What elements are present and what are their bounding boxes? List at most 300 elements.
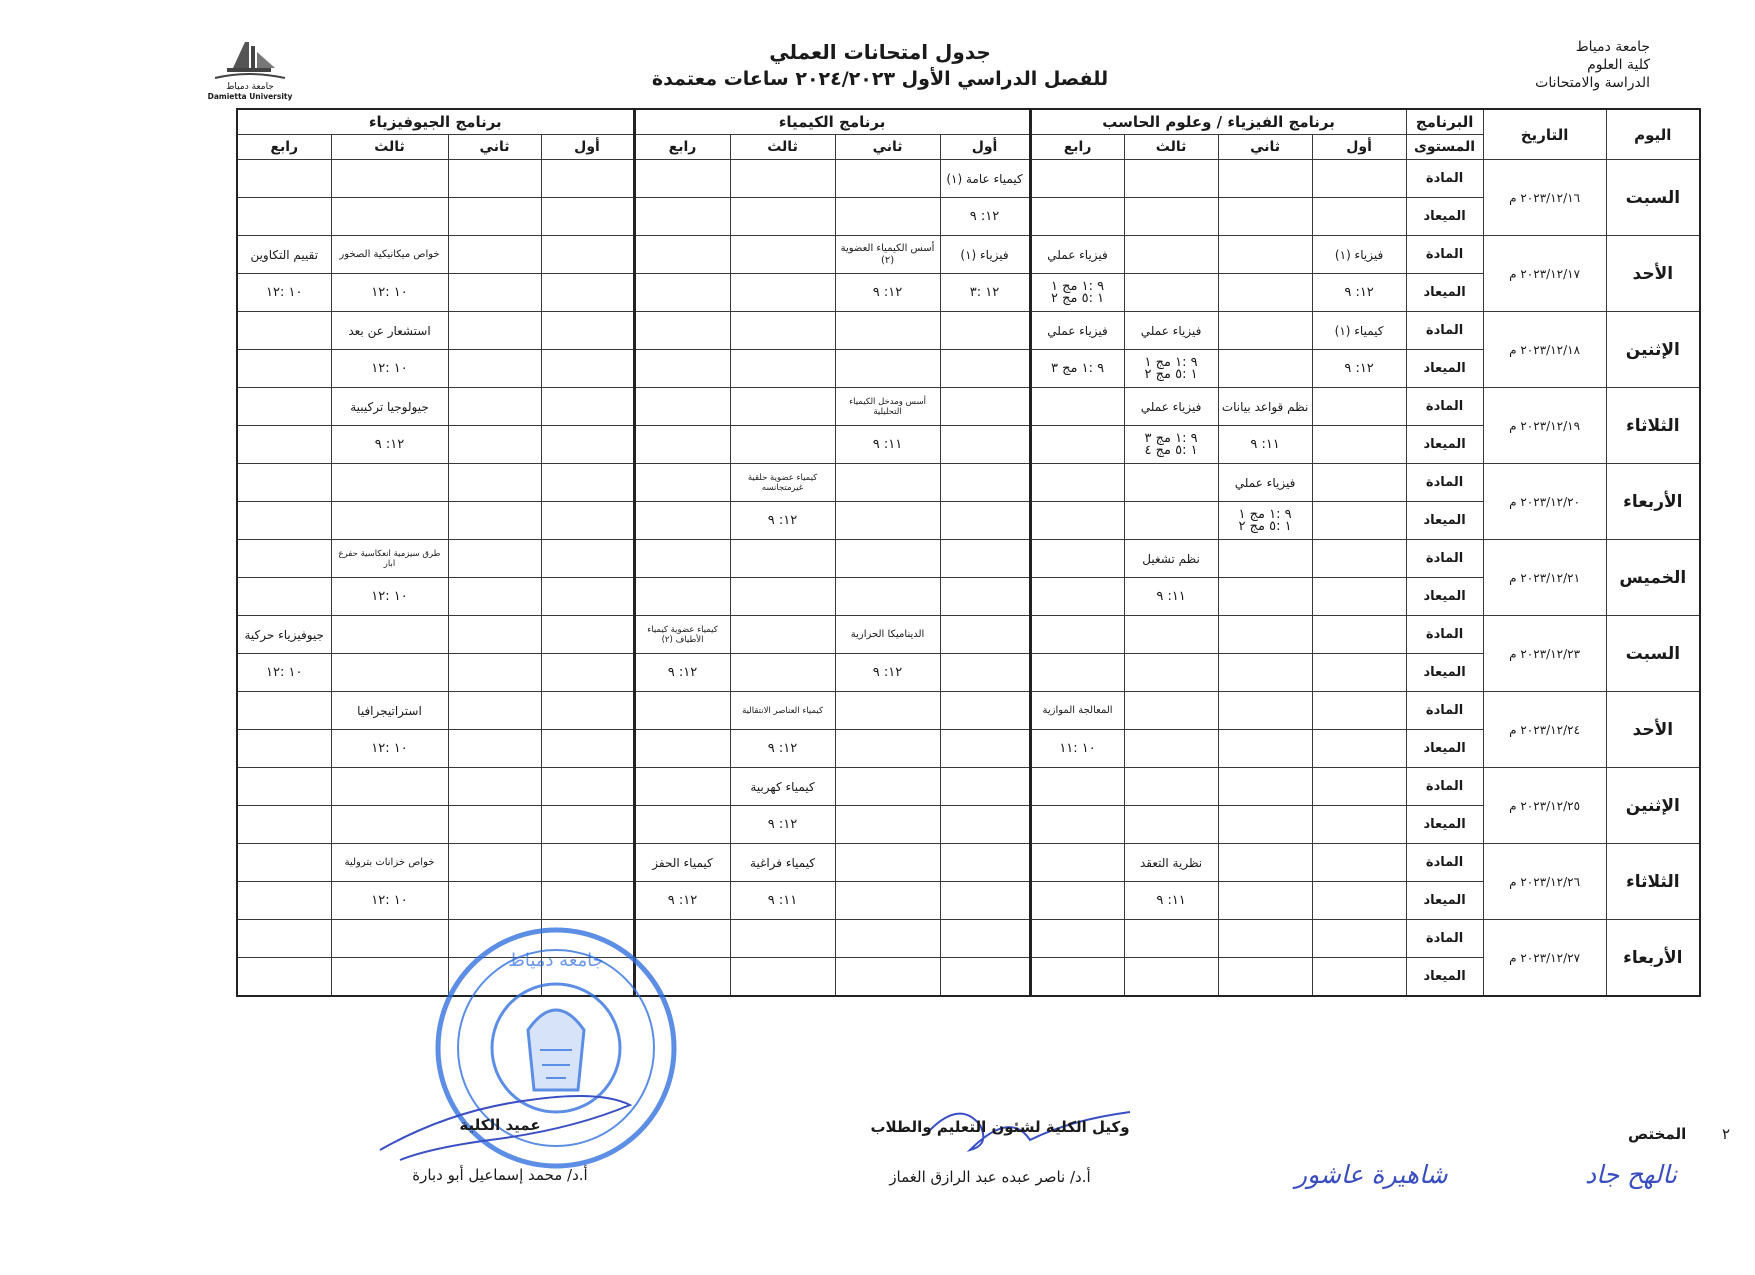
time-cell xyxy=(541,730,634,768)
subject-cell xyxy=(1312,540,1406,578)
time-cell xyxy=(730,426,835,464)
subject-cell xyxy=(730,616,835,654)
time-cell xyxy=(634,426,730,464)
schedule-body xyxy=(237,160,1700,997)
time-cell: ١٢: ٩ xyxy=(835,274,940,312)
time-cell: ٩ :١ مج ١ ١ :٥ مج ٢ xyxy=(1124,350,1218,388)
time-cell xyxy=(634,730,730,768)
time-cell xyxy=(835,502,940,540)
subject-cell: كيمياء عضوية كيمياء الأطياف (٢) xyxy=(634,616,730,654)
level-first: أول xyxy=(541,135,634,160)
subject-cell xyxy=(541,692,634,730)
subject-cell xyxy=(1124,464,1218,502)
subject-cell xyxy=(448,616,541,654)
subject-cell xyxy=(237,312,331,350)
subject-cell xyxy=(1218,540,1312,578)
time-cell xyxy=(541,350,634,388)
time-cell xyxy=(1124,274,1218,312)
day-cell: الثلاثاء xyxy=(1606,388,1700,464)
time-row xyxy=(237,350,1700,388)
subject-cell xyxy=(1218,692,1312,730)
subject-cell xyxy=(730,312,835,350)
subject-cell: المعالجة الموازية xyxy=(1030,692,1124,730)
time-cell xyxy=(1218,198,1312,236)
time-cell xyxy=(1124,806,1218,844)
date-cell: ٢٠٢٣/١٢/١٩ م xyxy=(1483,388,1606,464)
time-cell xyxy=(1030,882,1124,920)
time-cell xyxy=(940,730,1030,768)
time-cell xyxy=(448,730,541,768)
subject-cell: كيمياء عامة (١) xyxy=(940,160,1030,198)
time-cell xyxy=(541,806,634,844)
level-second: ثاني xyxy=(1218,135,1312,160)
time-cell xyxy=(940,502,1030,540)
stamp-text: جامعة دمياط xyxy=(508,950,604,971)
time-row xyxy=(237,806,1700,844)
subject-cell: استراتيجرافيا xyxy=(331,692,448,730)
subject-cell xyxy=(1124,236,1218,274)
level-third: ثالث xyxy=(1124,135,1218,160)
subject-cell xyxy=(237,540,331,578)
time-cell xyxy=(541,426,634,464)
subject-cell xyxy=(331,160,448,198)
subject-cell xyxy=(634,464,730,502)
subject-cell: جيوفيزياء حركية xyxy=(237,616,331,654)
time-label: الميعاد xyxy=(1406,730,1483,768)
time-cell: ٩ :١ مج ١ ١ :٥ مج ٢ xyxy=(1218,502,1312,540)
time-cell: ١٠ :١٢ xyxy=(331,350,448,388)
subject-row xyxy=(237,692,1700,730)
time-cell xyxy=(448,882,541,920)
subject-cell xyxy=(1218,236,1312,274)
time-cell xyxy=(940,882,1030,920)
time-cell xyxy=(730,654,835,692)
day-cell: السبت xyxy=(1606,160,1700,236)
subject-cell xyxy=(541,312,634,350)
subject-cell xyxy=(940,464,1030,502)
subject-cell xyxy=(237,160,331,198)
date-cell: ٢٠٢٣/١٢/٢٥ م xyxy=(1483,768,1606,844)
subject-cell xyxy=(940,388,1030,426)
time-cell xyxy=(1218,654,1312,692)
time-row xyxy=(237,882,1700,920)
time-cell xyxy=(541,882,634,920)
time-cell xyxy=(237,198,331,236)
time-cell: ١٢: ٩ xyxy=(1312,350,1406,388)
date-header: التاريخ xyxy=(1483,109,1606,160)
time-cell xyxy=(835,578,940,616)
date-cell: ٢٠٢٣/١٢/٢٧ م xyxy=(1483,920,1606,997)
time-cell xyxy=(940,350,1030,388)
subject-cell xyxy=(331,768,448,806)
subject-cell xyxy=(541,236,634,274)
subject-cell xyxy=(940,312,1030,350)
subject-cell xyxy=(1218,844,1312,882)
time-cell xyxy=(541,502,634,540)
time-cell xyxy=(1124,958,1218,997)
time-cell xyxy=(237,730,331,768)
time-cell xyxy=(940,958,1030,997)
subject-cell xyxy=(1124,692,1218,730)
subject-cell xyxy=(835,312,940,350)
subject-cell: فيزياء عملي xyxy=(1030,312,1124,350)
level-fourth: رابع xyxy=(634,135,730,160)
subject-cell xyxy=(835,692,940,730)
time-cell xyxy=(1312,426,1406,464)
subject-cell xyxy=(940,616,1030,654)
date-cell: ٢٠٢٣/١٢/٢١ م xyxy=(1483,540,1606,616)
subject-cell xyxy=(1030,920,1124,958)
logo-arabic-text: جامعة دمياط xyxy=(226,82,274,92)
date-cell: ٢٠٢٣/١٢/٢٦ م xyxy=(1483,844,1606,920)
time-cell xyxy=(541,654,634,692)
time-cell: ١١: ٩ xyxy=(1218,426,1312,464)
subject-cell xyxy=(541,388,634,426)
page-number: ٢ xyxy=(1722,1125,1731,1143)
level-third: ثالث xyxy=(730,135,835,160)
time-cell xyxy=(448,426,541,464)
subject-label: المادة xyxy=(1406,236,1483,274)
time-cell xyxy=(237,578,331,616)
time-cell xyxy=(331,502,448,540)
subject-cell xyxy=(835,844,940,882)
time-cell xyxy=(1124,198,1218,236)
day-cell: الأربعاء xyxy=(1606,920,1700,997)
time-cell xyxy=(541,578,634,616)
subject-cell: استشعار عن بعد xyxy=(331,312,448,350)
subject-cell xyxy=(1030,768,1124,806)
faculty-name: كلية العلوم xyxy=(1587,57,1650,73)
subject-cell xyxy=(448,844,541,882)
subject-cell: فيزياء عملي xyxy=(1218,464,1312,502)
department-name: الدراسة والامتحانات xyxy=(1535,75,1650,91)
subject-cell: كيمياء الحفز xyxy=(634,844,730,882)
time-cell xyxy=(634,502,730,540)
time-cell xyxy=(634,198,730,236)
subject-cell xyxy=(1124,616,1218,654)
subject-label: المادة xyxy=(1406,540,1483,578)
subject-cell xyxy=(634,236,730,274)
date-cell: ٢٠٢٣/١٢/٢٠ م xyxy=(1483,464,1606,540)
subject-cell xyxy=(237,844,331,882)
time-cell xyxy=(730,958,835,997)
time-cell xyxy=(237,502,331,540)
program-header-row xyxy=(237,109,1700,135)
subject-cell: تقييم التكاوين xyxy=(237,236,331,274)
subject-cell xyxy=(541,160,634,198)
time-label: الميعاد xyxy=(1406,958,1483,997)
time-cell xyxy=(448,578,541,616)
time-cell: ١٠ :١٢ xyxy=(237,274,331,312)
subject-cell xyxy=(1030,160,1124,198)
subject-cell xyxy=(237,464,331,502)
subject-cell xyxy=(1030,844,1124,882)
time-cell xyxy=(448,198,541,236)
subject-row xyxy=(237,312,1700,350)
document-title-block xyxy=(600,40,1160,90)
subject-cell xyxy=(634,388,730,426)
subject-cell xyxy=(448,160,541,198)
time-cell xyxy=(331,806,448,844)
subject-cell xyxy=(730,540,835,578)
level-second: ثاني xyxy=(835,135,940,160)
subject-cell: فيزياء (١) xyxy=(940,236,1030,274)
time-cell xyxy=(1124,654,1218,692)
time-cell: ١١: ٩ xyxy=(1124,578,1218,616)
time-cell xyxy=(1312,198,1406,236)
subject-cell xyxy=(1312,464,1406,502)
time-cell xyxy=(634,274,730,312)
time-cell: ١٢: ٩ xyxy=(730,502,835,540)
subject-cell: كيمياء (١) xyxy=(1312,312,1406,350)
time-cell: ٩ :١ مج ٣ ١ :٥ مج ٤ xyxy=(1124,426,1218,464)
time-cell xyxy=(1312,882,1406,920)
subject-cell: نظم قواعد بيانات xyxy=(1218,388,1312,426)
time-cell xyxy=(1218,806,1312,844)
subject-cell xyxy=(1312,768,1406,806)
time-cell xyxy=(1030,958,1124,997)
subject-cell xyxy=(1312,844,1406,882)
subject-cell: أسس ومدخل الكيمياء التحليلية xyxy=(835,388,940,426)
subject-cell: فيزياء عملي xyxy=(1030,236,1124,274)
time-label: الميعاد xyxy=(1406,654,1483,692)
time-cell xyxy=(1030,198,1124,236)
dean-title: عميد الكلية xyxy=(459,1116,541,1134)
subject-cell xyxy=(541,464,634,502)
subject-cell: فيزياء (١) xyxy=(1312,236,1406,274)
subject-cell xyxy=(634,768,730,806)
subject-cell xyxy=(730,388,835,426)
time-cell xyxy=(940,654,1030,692)
subject-label: المادة xyxy=(1406,388,1483,426)
subject-cell xyxy=(1030,540,1124,578)
dean-name: أ.د/ محمد إسماعيل أبو دبارة xyxy=(412,1166,588,1184)
time-cell xyxy=(835,730,940,768)
time-cell xyxy=(541,274,634,312)
time-cell xyxy=(1218,578,1312,616)
subject-cell: خواص خزانات بترولية xyxy=(331,844,448,882)
subject-cell xyxy=(1312,616,1406,654)
subject-cell xyxy=(1312,920,1406,958)
time-cell xyxy=(1030,426,1124,464)
time-label: الميعاد xyxy=(1406,882,1483,920)
time-cell xyxy=(1030,654,1124,692)
subject-cell xyxy=(331,616,448,654)
subject-row xyxy=(237,768,1700,806)
time-cell: ١٢: ٩ xyxy=(1312,274,1406,312)
time-cell xyxy=(835,882,940,920)
day-cell: الأحد xyxy=(1606,236,1700,312)
subject-cell: طرق سيزمية انعكاسية حفرع ابار xyxy=(331,540,448,578)
subject-label: المادة xyxy=(1406,844,1483,882)
subject-cell xyxy=(1030,388,1124,426)
logo-english-text: Damietta University xyxy=(207,92,293,101)
date-cell: ٢٠٢٣/١٢/٢٣ م xyxy=(1483,616,1606,692)
subject-cell: نظم تشغيل xyxy=(1124,540,1218,578)
time-cell xyxy=(237,806,331,844)
time-cell xyxy=(1218,730,1312,768)
subject-cell xyxy=(237,388,331,426)
level-fourth: رابع xyxy=(1030,135,1124,160)
time-cell xyxy=(730,578,835,616)
day-cell: الأحد xyxy=(1606,692,1700,768)
subject-cell xyxy=(1124,768,1218,806)
subject-row xyxy=(237,540,1700,578)
subject-cell xyxy=(835,160,940,198)
time-cell: ١٢: ٩ xyxy=(634,882,730,920)
subject-label: المادة xyxy=(1406,312,1483,350)
subject-cell: فيزياء عملي xyxy=(1124,388,1218,426)
time-cell xyxy=(634,578,730,616)
time-cell: ١٢: ٩ xyxy=(634,654,730,692)
time-cell xyxy=(835,198,940,236)
subject-cell xyxy=(331,464,448,502)
time-cell xyxy=(1124,730,1218,768)
level-fourth: رابع xyxy=(237,135,331,160)
subject-cell xyxy=(835,464,940,502)
level-first: أول xyxy=(1312,135,1406,160)
program-physics-cs: برنامج الفيزياء / وعلوم الحاسب xyxy=(1030,109,1406,135)
subject-cell: خواص ميكانيكية الصخور xyxy=(331,236,448,274)
time-label: الميعاد xyxy=(1406,502,1483,540)
subject-cell xyxy=(448,388,541,426)
exam-schedule-table xyxy=(236,108,1701,997)
subject-label: المادة xyxy=(1406,616,1483,654)
time-cell: ١٠ :١٢ xyxy=(331,730,448,768)
time-row xyxy=(237,274,1700,312)
time-cell xyxy=(940,426,1030,464)
level-third: ثالث xyxy=(331,135,448,160)
subject-cell xyxy=(448,540,541,578)
level-first: أول xyxy=(940,135,1030,160)
subject-cell xyxy=(1218,616,1312,654)
subject-label: المادة xyxy=(1406,692,1483,730)
time-cell: ١٢: ٩ xyxy=(835,654,940,692)
subject-cell xyxy=(1030,616,1124,654)
subject-row xyxy=(237,844,1700,882)
time-cell xyxy=(1030,502,1124,540)
subject-cell xyxy=(940,844,1030,882)
exam-schedule-table-wrap xyxy=(236,108,1687,997)
time-cell xyxy=(448,350,541,388)
time-cell: ١٢: ٩ xyxy=(730,806,835,844)
subject-cell xyxy=(634,160,730,198)
time-row xyxy=(237,578,1700,616)
time-cell xyxy=(940,578,1030,616)
time-cell xyxy=(730,350,835,388)
vice-dean-name: أ.د/ ناصر عبده عبد الرازق الغماز xyxy=(889,1168,1091,1186)
institution-header xyxy=(1430,38,1650,92)
time-cell: ٩ :١ مج ١ ١ :٥ مج ٢ xyxy=(1030,274,1124,312)
subject-label: المادة xyxy=(1406,768,1483,806)
subject-cell xyxy=(448,464,541,502)
date-cell: ٢٠٢٣/١٢/١٧ م xyxy=(1483,236,1606,312)
subject-cell: كيمياء فراغية xyxy=(730,844,835,882)
time-cell xyxy=(730,198,835,236)
subject-cell xyxy=(541,616,634,654)
program-geophysics: برنامج الجيوفيزياء xyxy=(237,109,634,135)
time-label: الميعاد xyxy=(1406,198,1483,236)
subject-row xyxy=(237,388,1700,426)
date-cell: ٢٠٢٣/١٢/١٦ م xyxy=(1483,160,1606,236)
time-row xyxy=(237,502,1700,540)
date-cell: ٢٠٢٣/١٢/١٨ م xyxy=(1483,312,1606,388)
time-cell xyxy=(1312,958,1406,997)
subject-cell: أسس الكيمياء العضوية (٢) xyxy=(835,236,940,274)
subject-cell xyxy=(1312,388,1406,426)
time-cell xyxy=(1218,274,1312,312)
logo-caption xyxy=(200,82,300,102)
subject-row xyxy=(237,160,1700,198)
document-subtitle: للفصل الدراسي الأول ٢٠٢٤/٢٠٢٣ ساعات معتمدة xyxy=(651,68,1109,90)
time-label: الميعاد xyxy=(1406,806,1483,844)
subject-cell xyxy=(634,312,730,350)
subject-cell xyxy=(448,768,541,806)
subject-cell xyxy=(1124,920,1218,958)
level-header-row xyxy=(237,135,1700,160)
time-cell: ١٠ :١٢ xyxy=(331,882,448,920)
day-cell: الخميس xyxy=(1606,540,1700,616)
time-row xyxy=(237,198,1700,236)
subject-cell xyxy=(835,768,940,806)
subject-row xyxy=(237,236,1700,274)
subject-cell: نظرية التعقد xyxy=(1124,844,1218,882)
time-cell xyxy=(1312,654,1406,692)
time-cell xyxy=(634,350,730,388)
time-label: الميعاد xyxy=(1406,350,1483,388)
subject-cell xyxy=(237,920,331,958)
day-cell: الإثنين xyxy=(1606,768,1700,844)
subject-cell xyxy=(1124,160,1218,198)
time-label: الميعاد xyxy=(1406,578,1483,616)
day-cell: الإثنين xyxy=(1606,312,1700,388)
time-cell xyxy=(1312,578,1406,616)
subject-cell: الديناميكا الحرارية xyxy=(835,616,940,654)
subject-cell: جيولوجيا تركيبية xyxy=(331,388,448,426)
program-header: البرنامج xyxy=(1406,109,1483,135)
subject-cell xyxy=(730,160,835,198)
time-cell: ١١: ٩ xyxy=(730,882,835,920)
time-cell xyxy=(835,806,940,844)
time-cell: ١٢ :٣ xyxy=(940,274,1030,312)
subject-cell xyxy=(1312,160,1406,198)
time-label: الميعاد xyxy=(1406,426,1483,464)
subject-cell xyxy=(835,540,940,578)
subject-cell xyxy=(1312,692,1406,730)
date-cell: ٢٠٢٣/١٢/٢٤ م xyxy=(1483,692,1606,768)
subject-cell xyxy=(1218,160,1312,198)
time-cell: ١٠ :١٢ xyxy=(331,274,448,312)
day-cell: الأربعاء xyxy=(1606,464,1700,540)
subject-cell xyxy=(1218,312,1312,350)
level-second: ثاني xyxy=(448,135,541,160)
subject-cell xyxy=(448,312,541,350)
time-row xyxy=(237,426,1700,464)
time-cell xyxy=(1218,958,1312,997)
signature-2: شاهيرة عاشور xyxy=(1295,1160,1448,1189)
subject-row xyxy=(237,464,1700,502)
program-chemistry: برنامج الكيمياء xyxy=(634,109,1030,135)
vice-dean-title: وكيل الكلية لشئون التعليم والطلاب xyxy=(870,1118,1130,1136)
subject-label: المادة xyxy=(1406,920,1483,958)
subject-cell xyxy=(940,540,1030,578)
time-row xyxy=(237,730,1700,768)
subject-cell xyxy=(237,692,331,730)
time-cell: ١٠ :١١ xyxy=(1030,730,1124,768)
document-title: جدول امتحانات العملي xyxy=(769,40,991,64)
time-cell xyxy=(1218,350,1312,388)
time-cell: ١١: ٩ xyxy=(835,426,940,464)
